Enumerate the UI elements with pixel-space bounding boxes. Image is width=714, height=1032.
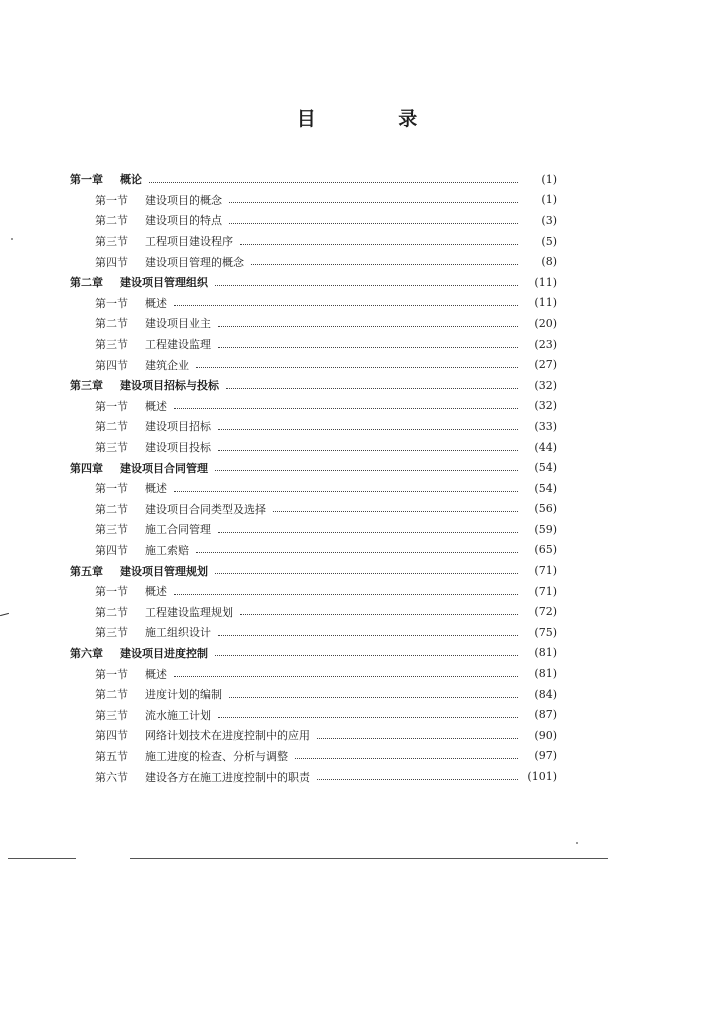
toc-section-row xyxy=(0,190,714,211)
toc-entry-page: (71) xyxy=(534,564,557,578)
dot-leader xyxy=(295,758,518,759)
bottom-rule-right xyxy=(130,858,608,859)
toc-chapter-row xyxy=(0,457,714,478)
dot-leader xyxy=(240,614,518,615)
dot-leader xyxy=(218,429,518,430)
toc-entry-page: (33) xyxy=(534,419,557,433)
toc-entry-title: 施工合同管理 xyxy=(145,523,211,537)
toc-section-row xyxy=(0,766,714,787)
toc-entry-page: (54) xyxy=(534,461,557,475)
toc-entry-number: 第六节 xyxy=(95,770,128,784)
toc-entry-title: 概论 xyxy=(120,173,142,187)
toc-entry-number: 第一节 xyxy=(95,482,128,496)
toc-entry-number: 第四节 xyxy=(95,255,128,269)
toc-entry-title: 概述 xyxy=(145,399,167,413)
page-title: 目 录 xyxy=(296,108,456,130)
dot-leader xyxy=(251,264,518,265)
dot-leader xyxy=(218,347,518,348)
toc-entry-page: (97) xyxy=(534,749,557,763)
toc-entry-number: 第四节 xyxy=(95,729,128,743)
dot-leader xyxy=(149,182,518,183)
toc-entry-number: 第三章 xyxy=(70,379,103,393)
toc-entry-title: 建设项目业主 xyxy=(145,317,211,331)
dot-leader xyxy=(229,697,518,698)
dot-leader xyxy=(218,450,518,451)
toc-section-row xyxy=(0,622,714,643)
toc-entry-page: (87) xyxy=(534,708,557,722)
toc-entry-page: (72) xyxy=(534,605,557,619)
toc-entry-title: 建设项目招标 xyxy=(145,420,211,434)
dot-leader xyxy=(229,202,518,203)
toc-entry-number: 第四节 xyxy=(95,543,128,557)
toc-section-row xyxy=(0,746,714,767)
table-of-contents xyxy=(0,169,714,787)
toc-entry-page: (54) xyxy=(534,481,557,495)
toc-entry-title: 建设项目合同类型及选择 xyxy=(145,502,266,516)
toc-section-row xyxy=(0,725,714,746)
toc-entry-page: (56) xyxy=(534,502,557,516)
toc-entry-number: 第五章 xyxy=(70,564,103,578)
dot-leader xyxy=(317,779,518,780)
toc-entry-page: (71) xyxy=(534,584,557,598)
toc-section-row xyxy=(0,437,714,458)
toc-entry-page: (23) xyxy=(534,337,557,351)
scan-speck xyxy=(576,842,578,844)
toc-entry-page: (101) xyxy=(527,770,557,784)
toc-entry-page: (44) xyxy=(534,440,557,454)
toc-section-row xyxy=(0,334,714,355)
dot-leader xyxy=(218,326,518,327)
bottom-rule-left xyxy=(8,858,76,859)
toc-section-row xyxy=(0,478,714,499)
toc-entry-page: (65) xyxy=(534,543,557,557)
toc-section-row xyxy=(0,293,714,314)
toc-entry-title: 网络计划技术在进度控制中的应用 xyxy=(145,729,310,743)
toc-entry-number: 第二节 xyxy=(95,420,128,434)
toc-entry-number: 第三节 xyxy=(95,441,128,455)
toc-chapter-row xyxy=(0,560,714,581)
scan-speck xyxy=(11,238,13,240)
toc-section-row xyxy=(0,354,714,375)
dot-leader xyxy=(215,655,518,656)
toc-chapter-row xyxy=(0,169,714,190)
toc-section-row xyxy=(0,704,714,725)
toc-chapter-row xyxy=(0,272,714,293)
toc-entry-page: (3) xyxy=(541,213,557,227)
toc-entry-page: (32) xyxy=(534,399,557,413)
dot-leader xyxy=(229,223,518,224)
toc-entry-number: 第一节 xyxy=(95,296,128,310)
toc-entry-number: 第四节 xyxy=(95,358,128,372)
toc-entry-title: 概述 xyxy=(145,667,167,681)
toc-entry-number: 第二节 xyxy=(95,502,128,516)
dot-leader xyxy=(215,470,518,471)
toc-entry-page: (84) xyxy=(534,687,557,701)
toc-entry-page: (90) xyxy=(534,728,557,742)
toc-entry-number: 第二节 xyxy=(95,688,128,702)
toc-section-row xyxy=(0,581,714,602)
toc-entry-number: 第五节 xyxy=(95,749,128,763)
toc-entry-page: (27) xyxy=(534,358,557,372)
toc-entry-number: 第一节 xyxy=(95,667,128,681)
toc-entry-number: 第四章 xyxy=(70,461,103,475)
toc-section-row xyxy=(0,210,714,231)
toc-entry-page: (81) xyxy=(534,667,557,681)
toc-entry-number: 第二节 xyxy=(95,317,128,331)
dot-leader xyxy=(174,676,518,677)
toc-entry-number: 第二章 xyxy=(70,276,103,290)
dot-leader xyxy=(174,305,518,306)
toc-section-row xyxy=(0,313,714,334)
toc-section-row xyxy=(0,540,714,561)
toc-entry-number: 第三节 xyxy=(95,626,128,640)
toc-section-row xyxy=(0,231,714,252)
toc-entry-page: (1) xyxy=(541,172,557,186)
toc-section-row xyxy=(0,416,714,437)
toc-section-row xyxy=(0,396,714,417)
dot-leader xyxy=(215,573,518,574)
toc-entry-number: 第一节 xyxy=(95,399,128,413)
toc-entry-title: 概述 xyxy=(145,296,167,310)
toc-entry-title: 建设项目管理组织 xyxy=(120,276,208,290)
toc-entry-title: 工程项目建设程序 xyxy=(145,235,233,249)
toc-entry-number: 第一章 xyxy=(70,173,103,187)
toc-entry-page: (5) xyxy=(541,234,557,248)
toc-entry-number: 第三节 xyxy=(95,523,128,537)
toc-entry-title: 流水施工计划 xyxy=(145,708,211,722)
toc-entry-title: 建设项目招标与投标 xyxy=(120,379,219,393)
toc-entry-number: 第六章 xyxy=(70,646,103,660)
toc-entry-number: 第一节 xyxy=(95,193,128,207)
toc-entry-page: (32) xyxy=(534,378,557,392)
toc-entry-title: 建设项目进度控制 xyxy=(120,646,208,660)
toc-entry-title: 工程建设监理规划 xyxy=(145,605,233,619)
toc-entry-title: 建设项目投标 xyxy=(145,441,211,455)
toc-entry-page: (1) xyxy=(541,193,557,207)
dot-leader xyxy=(196,552,518,553)
toc-section-row xyxy=(0,663,714,684)
toc-section-row xyxy=(0,499,714,520)
toc-section-row xyxy=(0,684,714,705)
toc-chapter-row xyxy=(0,375,714,396)
toc-entry-title: 概述 xyxy=(145,482,167,496)
toc-section-row xyxy=(0,251,714,272)
toc-entry-number: 第二节 xyxy=(95,214,128,228)
toc-entry-title: 施工索赔 xyxy=(145,543,189,557)
dot-leader xyxy=(174,408,518,409)
dot-leader xyxy=(174,594,518,595)
toc-entry-title: 建设项目管理规划 xyxy=(120,564,208,578)
toc-entry-title: 建设项目合同管理 xyxy=(120,461,208,475)
toc-entry-title: 建筑企业 xyxy=(145,358,189,372)
toc-entry-title: 建设项目的概念 xyxy=(145,193,222,207)
dot-leader xyxy=(226,388,518,389)
toc-entry-page: (81) xyxy=(534,646,557,660)
dot-leader xyxy=(218,717,518,718)
toc-entry-page: (8) xyxy=(541,255,557,269)
toc-chapter-row xyxy=(0,643,714,664)
dot-leader xyxy=(240,244,518,245)
toc-entry-page: (11) xyxy=(534,275,557,289)
toc-entry-number: 第三节 xyxy=(95,235,128,249)
toc-entry-page: (75) xyxy=(534,625,557,639)
dot-leader xyxy=(218,635,518,636)
dot-leader xyxy=(317,738,518,739)
toc-entry-page: (20) xyxy=(534,316,557,330)
toc-section-row xyxy=(0,519,714,540)
toc-entry-page: (11) xyxy=(534,296,557,310)
toc-entry-title: 建设项目管理的概念 xyxy=(145,255,244,269)
toc-entry-number: 第二节 xyxy=(95,605,128,619)
toc-section-row xyxy=(0,601,714,622)
dot-leader xyxy=(218,532,518,533)
toc-entry-title: 工程建设监理 xyxy=(145,338,211,352)
dot-leader xyxy=(174,491,518,492)
dot-leader xyxy=(273,511,518,512)
toc-entry-page: (59) xyxy=(534,522,557,536)
toc-entry-title: 建设各方在施工进度控制中的职责 xyxy=(145,770,310,784)
toc-entry-title: 概述 xyxy=(145,585,167,599)
toc-entry-title: 建设项目的特点 xyxy=(145,214,222,228)
dot-leader xyxy=(215,285,518,286)
toc-entry-number: 第一节 xyxy=(95,585,128,599)
toc-entry-number: 第三节 xyxy=(95,338,128,352)
toc-entry-title: 进度计划的编制 xyxy=(145,688,222,702)
toc-entry-title: 施工组织设计 xyxy=(145,626,211,640)
dot-leader xyxy=(196,367,518,368)
toc-entry-title: 施工进度的检查、分析与调整 xyxy=(145,749,288,763)
toc-entry-number: 第三节 xyxy=(95,708,128,722)
